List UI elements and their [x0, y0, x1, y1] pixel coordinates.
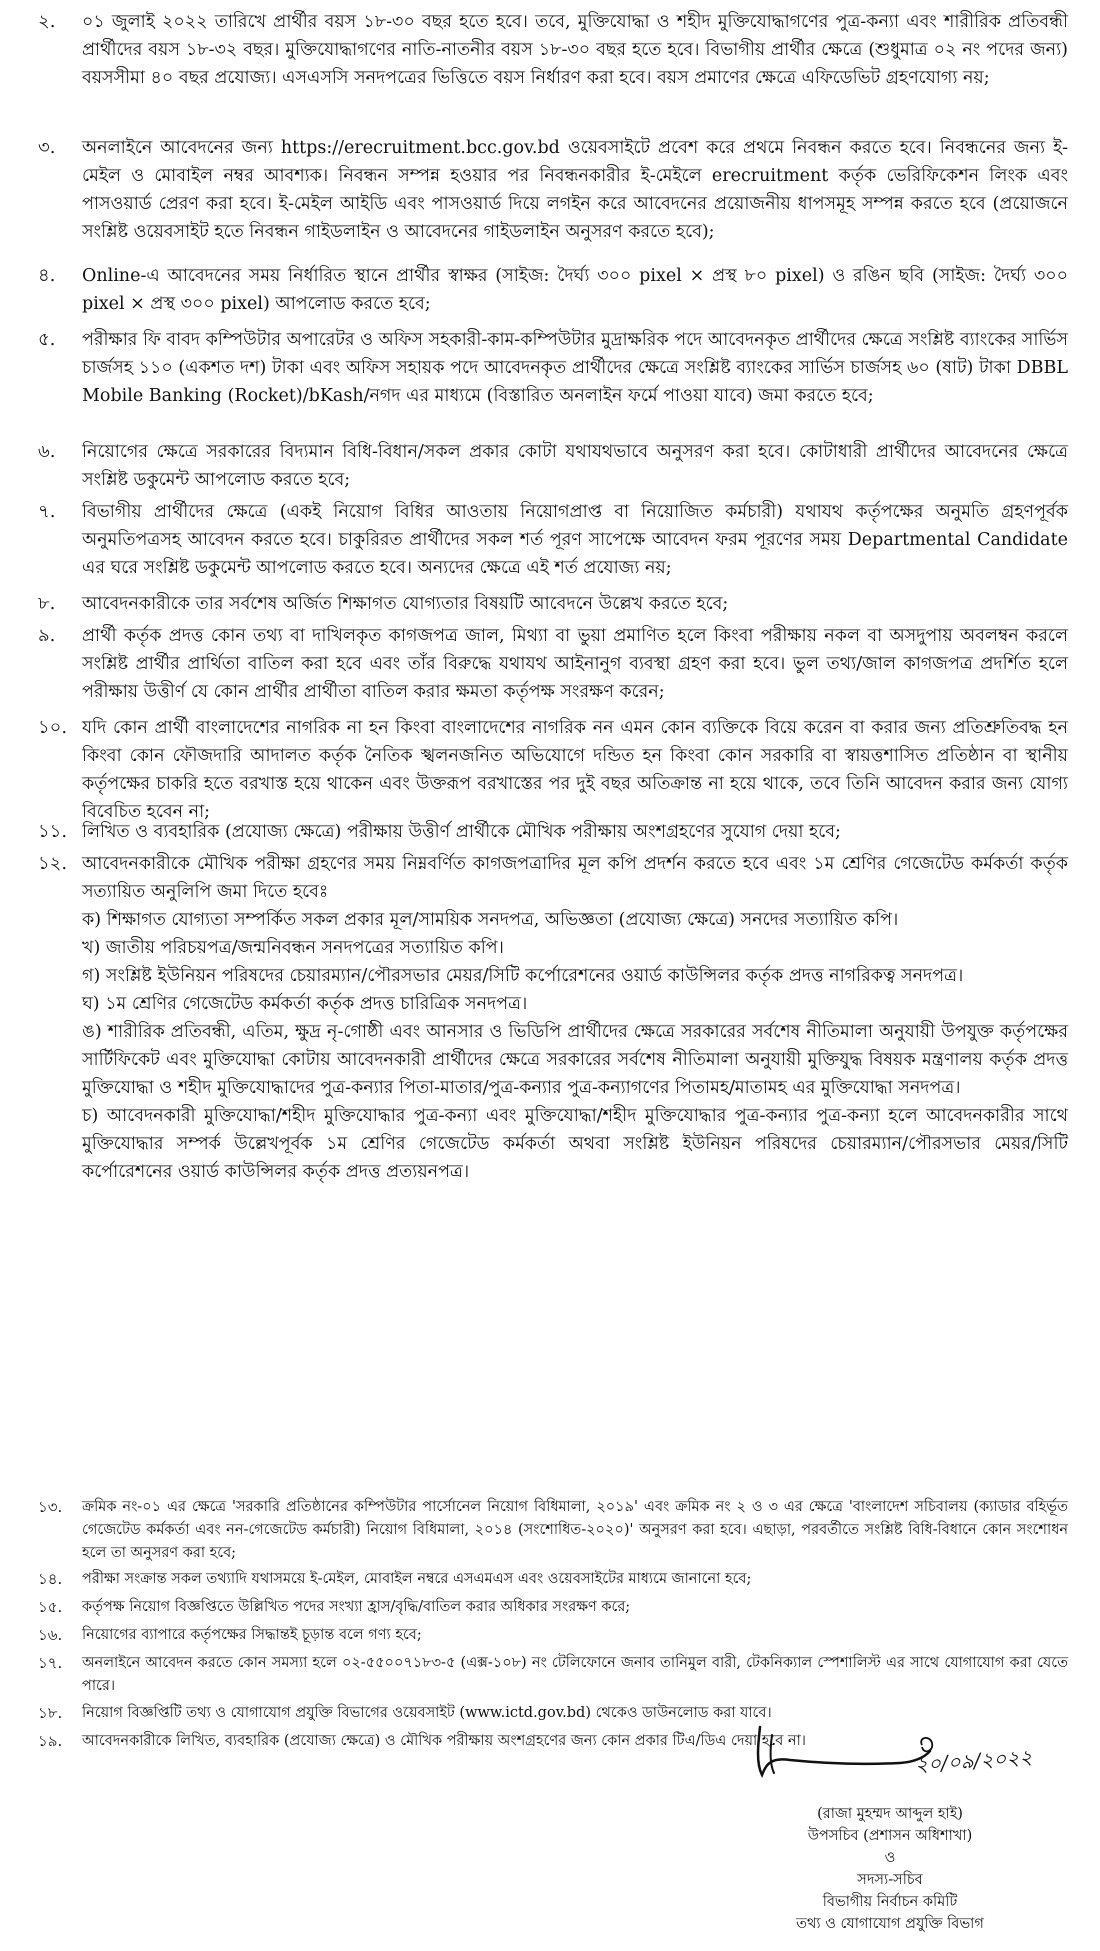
item-text: যদি কোন প্রার্থী বাংলাদেশের নাগরিক না হন কিংবা বাংলাদেশের নাগরিক নন এমন কোন ব্যক্তিকে বিয়ে করেন বা করার জন্য প্রতিশ্রুতিবদ্ধ হন কিংবা কোন ফৌজদারি আদালত কর্তৃক নৈতিক স্খলনজনিত অভিযোগে দন্ডিত হন কিংবা কোন সরকারি বা স্বায়ত্তশাসিত প্রতিষ্ঠান বা স্থানীয় কর্তৃপক্ষের চাকরি হতে বরখাস্ত হয়ে থাকেন এবং উক্তরূপ বরখাস্তের পর দুই বছর অতিক্রান্ত না হয়ে থাকে, তবে তিনি আবেদন করার জন্য যোগ্য বিবেচিত হবেন না; [82, 718, 1068, 822]
item-text: প্রার্থী কর্তৃক প্রদত্ত কোন তথ্য বা দাখিলকৃত কাগজপত্র জাল, মিথ্যা বা ভুয়া প্রমাণিত হলে কিংবা পরীক্ষায় নকল বা অসদুপায় অবলম্বন করলে সংশ্লিষ্ট প্রার্থীর প্রার্থিতা বাতিল করা হবে এবং তাঁর বিরুদ্ধে যথাযথ আইনানুগ ব্যবস্থা গ্রহণ করা হবে। ভুল তথ্য/জাল কাগজপত্র প্রদর্শিত হলে পরীক্ষায় উত্তীর্ণ যে কোন প্রার্থীর প্রার্থীতা বাতিল করার ক্ষমতা কর্তৃপক্ষ সংরক্ষণ করেন; [82, 626, 1068, 702]
item-number: ৮. [38, 593, 56, 614]
signatory-and: ও [884, 1850, 896, 1866]
item-text: ক্রমিক নং-০১ এর ক্ষেত্রে 'সরকারি প্রতিষ্ঠানের কম্পিউটার পার্সোনেল নিয়োগ বিধিমালা, ২০১৯' এবং ক্রমিক নং ২ ও ৩ এর ক্ষেত্রে 'বাংলাদেশ সচিবালয় (ক্যাডার বহির্ভূত গেজেটেড কর্মকর্তা এবং নন-গেজেটেড কর্মচারী) নিয়োগ বিধিমালা, ২০১৪ (সংশোধিত-২০২০)' অনুসরণ করা হবে। এছাড়া, পরবর্তীতে সংশ্লিষ্ট বিধি-বিধানে কোন সংশোধন হলে তা অনুসরণ করা হবে; [82, 1499, 1068, 1561]
item-text: অনলাইনে আবেদন করতে কোন সমস্যা হলে ০২-৫৫০০৭১৮৩-৫ (এক্স-১০৮) নং টেলিফোনে জনাব তানিমুল বারী, টেকনিক্যাল স্পেশালিস্ট এর সাথে যোগাযোগ করা যেতে পারে। [82, 1655, 1068, 1694]
signatory-division: তথ্য ও যোগাযোগ প্রযুক্তি বিভাগ [796, 1916, 984, 1932]
item-text: নিয়োগ বিজ্ঞপ্তিটি তথ্য ও যোগাযোগ প্রযুক্তি বিভাগের ওয়েবসাইট (www.ictd.gov.bd) থেকেও ডাউনলোড করা যাবে। [82, 1705, 772, 1721]
item-number: ৭. [38, 501, 56, 522]
signature-block [700, 1715, 1080, 1945]
item-number: ১৭. [38, 1654, 63, 1672]
item-12-intro: আবেদনকারীকে মৌখিক পরীক্ষা গ্রহণের সময় নিম্নবর্ণিত কাগজপত্রাদির মূল কপি প্রদর্শন করতে হবে এবং ১ম শ্রেণির গেজেটেড কর্মকর্তা কর্তৃক সত্যায়িত অনুলিপি জমা দিতে হবেঃ [82, 854, 1068, 902]
item-number: ১৮. [38, 1704, 63, 1722]
item-text: লিখিত ও ব্যবহারিক (প্রযোজ্য ক্ষেত্রে) পরীক্ষায় উত্তীর্ণ প্রার্থীকে মৌখিক পরীক্ষায় অংশগ্রহণের সুযোগ দেয়া হবে; [82, 822, 841, 842]
item-number: ৬. [38, 441, 56, 462]
item-number: ১৫. [38, 1598, 63, 1616]
item-text: কর্তৃপক্ষ নিয়োগ বিজ্ঞপ্তিতে উল্লিখিত পদের সংখ্যা হ্রাস/বৃদ্ধি/বাতিল করার অধিকার সংরক্ষণ করে; [82, 1599, 631, 1615]
item-number: ৯. [38, 625, 56, 646]
item-number: ৩. [38, 137, 56, 158]
item-number: ৫. [38, 329, 56, 350]
item-number: ১১. [38, 821, 68, 842]
signatory-member: সদস্য-সচিব [857, 1872, 923, 1888]
item-text: নিয়োগের ব্যাপারে কর্তৃপক্ষের সিদ্ধান্তই চূড়ান্ত বলে গণ্য হবে; [82, 1627, 422, 1643]
item-number: ২. [38, 11, 56, 32]
sub-item-ka: ক) শিক্ষাগত যোগ্যতা সম্পর্কিত সকল প্রকার মূল/সাময়িক সনদপত্র, অভিজ্ঞতা (প্রযোজ্য ক্ষেত্রে) সনদের সত্যায়িত কপি। [82, 910, 899, 930]
item-text: আবেদনকারীকে তার সর্বশেষ অর্জিত শিক্ষাগত যোগ্যতার বিষয়টি আবেদনে উল্লেখ করতে হবে; [82, 594, 729, 614]
item-number: ১৪. [38, 1570, 63, 1588]
item-text: পরীক্ষার ফি বাবদ কম্পিউটার অপারেটর ও অফিস সহকারী-কাম-কম্পিউটার মুদ্রাক্ষরিক পদে আবেদনকৃত প্রার্থীদের ক্ষেত্রে সংশ্লিষ্ট ব্যাংকের সার্ভিস চার্জসহ ১১০ (একশত দশ) টাকা এবং অফিস সহায়ক পদে আবেদনকৃত প্রার্থীদের ক্ষেত্রে সংশ্লিষ্ট ব্যাংকের সার্ভিস চার্জসহ ৬০ (ষাট) টাকা DBBL Mobile Banking (Rocket)/bKash/নগদ এর মাধ্যমে (বিস্তারিত অনলাইন ফর্মে পাওয়া যাবে) জমা করতে হবে; [82, 330, 1068, 406]
sub-item-ga: গ) সংশ্লিষ্ট ইউনিয়ন পরিষদের চেয়ারম্যান/পৌরসভার মেয়র/সিটি কর্পোরেশনের ওয়ার্ড কাউন্সিলর কর্তৃক প্রদত্ত নাগরিকত্ব সনদপত্র। [82, 966, 964, 986]
item-number: ১৬. [38, 1626, 63, 1644]
item-text: নিয়োগের ক্ষেত্রে সরকারের বিদ্যমান বিধি-বিধান/সকল প্রকার কোটা যথাযথভাবে অনুসরণ করা হবে। কোটাধারী প্রার্থীদের আবেদনের ক্ষেত্রে সংশ্লিষ্ট ডকুমেন্ট আপলোড করতে হবে; [82, 442, 1068, 490]
item-number: ১৩. [38, 1498, 63, 1516]
sub-item-cha: চ) আবেদনকারী মুক্তিযোদ্ধা/শহীদ মুক্তিযোদ্ধার পুত্র-কন্যা এবং মুক্তিযোদ্ধা/শহীদ মুক্তিযোদ্ধার পুত্র-কন্যার পুত্র-কন্যা হলে আবেদনকারীর সাথে মুক্তিযোদ্ধার সম্পর্ক উল্লেখপূর্বক ১ম শ্রেণির গেজেটেড কর্মকর্তা অথবা সংশ্লিষ্ট ইউনিয়ন পরিষদের চেয়ারম্যান/পৌরসভার মেয়র/সিটি কর্পোরেশনের ওয়ার্ড কাউন্সিলর কর্তৃক প্রদত্ত প্রত্যয়নপত্র। [82, 1106, 1068, 1182]
item-number: ১০. [38, 717, 68, 738]
sub-item-umo: ঙ) শারীরিক প্রতিবন্ধী, এতিম, ক্ষুদ্র নৃ-গোষ্ঠী এবং আনসার ও ভিডিপি প্রার্থীদের ক্ষেত্রে সরকারের সর্বশেষ নীতিমালা অনুযায়ী উপযুক্ত কর্তৃপক্ষের সার্টিফিকেট এবং মুক্তিযোদ্ধা কোটায় আবেদনকারী প্রার্থীদের ক্ষেত্রে সরকারের সর্বশেষ নীতিমালা অনুযায়ী মুক্তিযুদ্ধ বিষয়ক মন্ত্রণালয় কর্তৃক প্রদত্ত মুক্তিযোদ্ধা ও শহীদ মুক্তিযোদ্ধাদের পুত্র-কন্যার পিতা-মাতার/পুত্র-কন্যার পুত্র-কন্যাগণের পিতামহ/মাতামহ এর মুক্তিযোদ্ধা সনদপত্র। [82, 1022, 1068, 1098]
signatory-name: (রাজা মুহম্মদ আব্দুল হাই) [817, 1806, 963, 1822]
sub-item-gha: ঘ) ১ম শ্রেণির গেজেটেড কর্মকর্তা কর্তৃক প্রদত্ত চারিত্রিক সনদপত্র। [82, 994, 528, 1014]
sub-item-kha: খ) জাতীয় পরিচয়পত্র/জন্মনিবন্ধন সনদপত্রের সত্যায়িত কপি। [82, 938, 504, 958]
item-number: ১৯. [38, 1732, 63, 1750]
item-text: পরীক্ষা সংক্রান্ত সকল তথ্যাদি যথাসময়ে ই-মেইল, মোবাইল নম্বরে এসএমএস এবং ওয়েবসাইটের মাধ্যমে জানানো হবে; [82, 1571, 752, 1587]
item-text [82, 850, 1068, 1186]
item-text: অনলাইনে আবেদনের জন্য https://erecruitment.bcc.gov.bd ওয়েবসাইটে প্রবেশ করে প্রথমে নিবন্ধন করতে হবে। নিবন্ধনের জন্য ই-মেইল ও মোবাইল নম্বর আবশ্যক। নিবন্ধন সম্পন্ন হওয়ার পর নিবন্ধনকারীর ই-মেইলে erecruitment কর্তৃক ভেরিফিকেশন লিংক এবং পাসওয়ার্ড প্রেরণ করা হবে। ই-মেইল আইডি এবং পাসওয়ার্ড দিয়ে লগইন করে আবেদনের প্রয়োজনীয় ধাপসমূহ সম্পন্ন করতে হবে (প্রয়োজনে সংশ্লিষ্ট ওয়েবসাইট হতে নিবন্ধন গাইডলাইন ও আবেদনের গাইডলাইন অনুসরণ করতে হবে); [82, 138, 1068, 242]
item-number: ৪. [38, 265, 56, 286]
item-text: ০১ জুলাই ২০২২ তারিখে প্রার্থীর বয়স ১৮-৩০ বছর হতে হবে। তবে, মুক্তিযোদ্ধা ও শহীদ মুক্তিযোদ্ধাগণের পুত্র-কন্যা এবং শারীরিক প্রতিবন্ধী প্রার্থীদের বয়স ১৮-৩২ বছর। মুক্তিযোদ্ধাগণের নাতি-নাতনীর বয়স ১৮-৩০ বছর হতে হবে। বিভাগীয় প্রার্থীর ক্ষেত্রে (শুধুমাত্র ০২ নং পদের জন্য) বয়সসীমা ৪০ বছর প্রযোজ্য। এসএসসি সনদপত্রের ভিত্তিতে বয়স নির্ধারণ করা হবে। বয়স প্রমাণের ক্ষেত্রে এফিডেভিট গ্রহণযোগ্য নয়; [82, 12, 1068, 88]
signatory-designation: উপসচিব (প্রশাসন অধিশাখা) [807, 1828, 973, 1844]
signatory-committee: বিভাগীয় নির্বাচন কমিটি [822, 1894, 958, 1910]
signature-date: ২০/০৯/২০২২ [914, 1744, 1034, 1777]
item-text: Online-এ আবেদনের সময় নির্ধারিত স্থানে প্রার্থীর স্বাক্ষর (সাইজ: দৈর্ঘ্য ৩০০ pixel × প্রস্থ ৮০ pixel) ও রঙিন ছবি (সাইজ: দৈর্ঘ্য ৩০০ pixel × প্রস্থ ৩০০ pixel) আপলোড করতে হবে; [82, 266, 1068, 314]
item-number: ১২. [38, 853, 68, 874]
item-text: বিভাগীয় প্রার্থীদের ক্ষেত্রে (একই নিয়োগ বিধির আওতায় নিয়োগপ্রাপ্ত বা নিয়োজিত কর্মচারী) যথাযথ কর্তৃপক্ষের অনুমতি গ্রহণপূর্বক অনুমতিপত্রসহ আবেদন করতে হবে। চাকুরিরত প্রার্থীদের সকল শর্ত পূরণ সাপেক্ষে আবেদন ফরম পূরণের সময় Departmental Candidate এর ঘরে সংশ্লিষ্ট ডকুমেন্ট আপলোড করতে হবে। অন্যদের ক্ষেত্রে এই শর্ত প্রযোজ্য নয়; [82, 502, 1068, 578]
item-text: আবেদনকারীকে লিখিত, ব্যবহারিক (প্রযোজ্য ক্ষেত্রে) ও মৌখিক পরীক্ষায় অংশগ্রহণের জন্য কোন প্রকার টিএ/ডিএ দেয়া হবে না। [82, 1733, 806, 1749]
